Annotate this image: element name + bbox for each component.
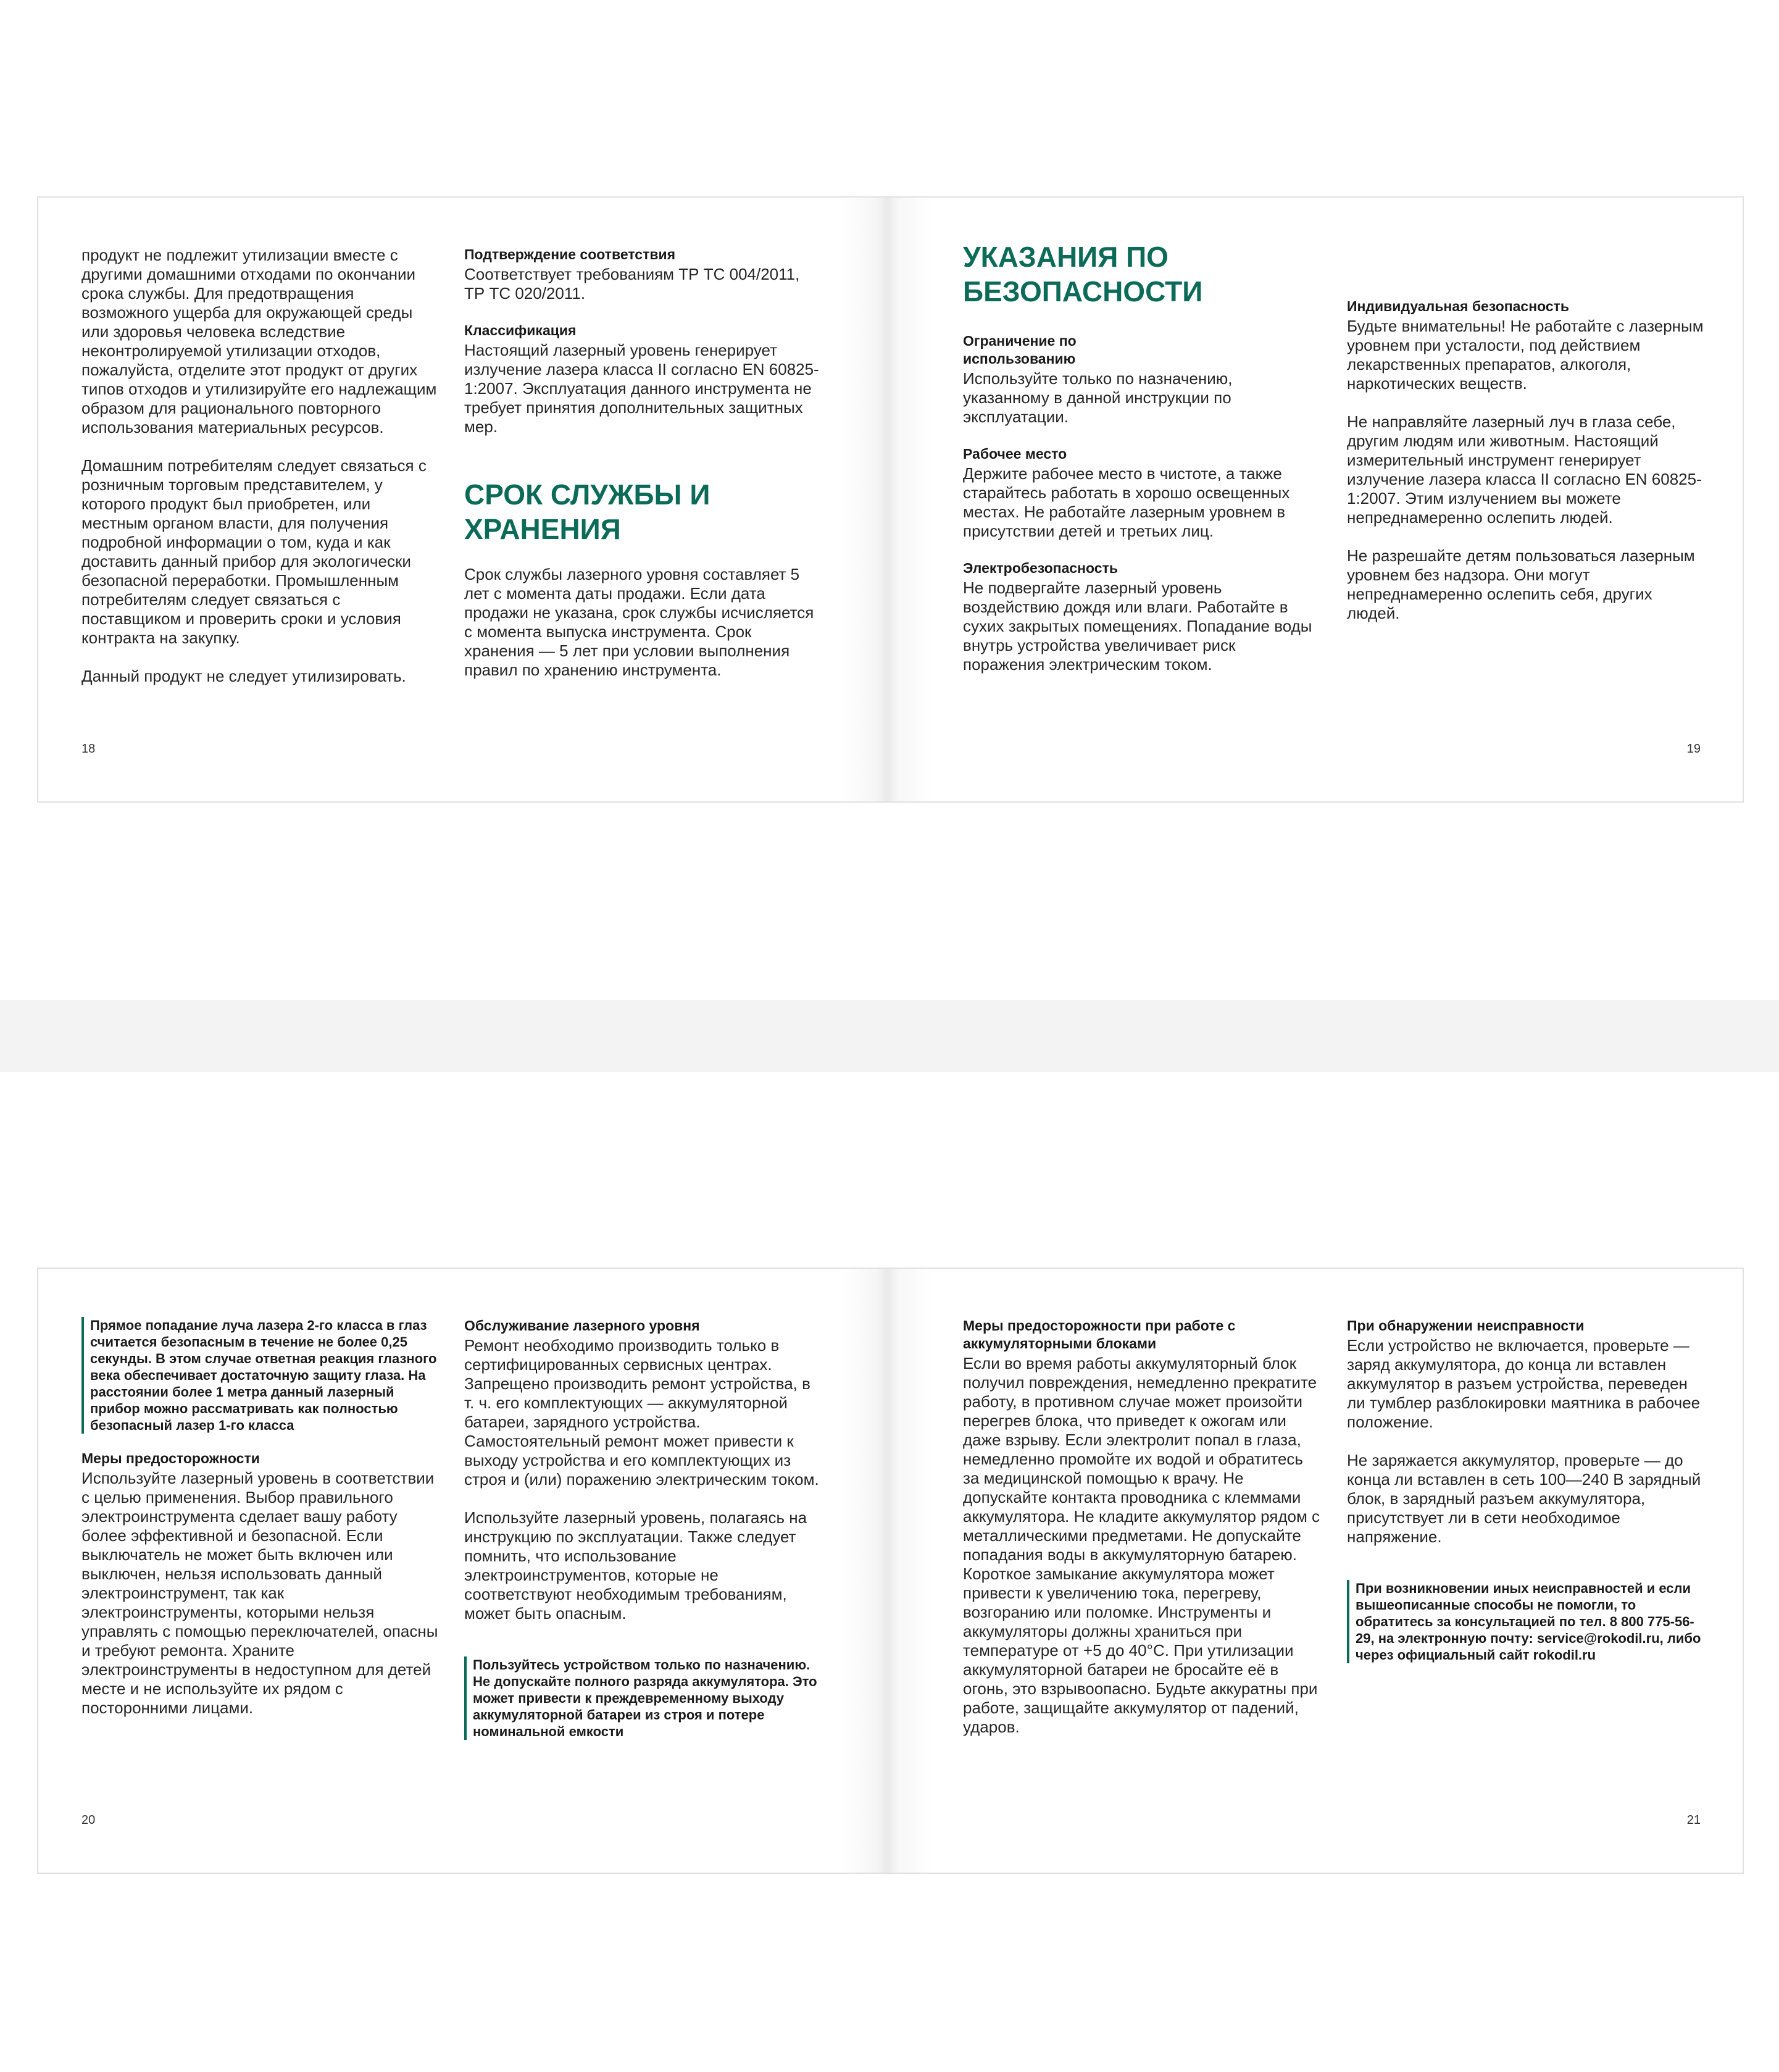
precautions-heading: Меры предосторожности — [81, 1450, 260, 1466]
maintenance-paragraph-1: Ремонт необходимо производить только в сертифицированных сервисных центрах. Запрещено производить ремонт устройства, в т. ч. его комплектующих — аккумуляторной батареи, зарядного устройства. Самостоятельный ремонт может привести к выходу устройства и его комплектующих из строя и (или) поражению электрическим током. — [464, 1336, 819, 1489]
conformity-section — [464, 246, 822, 303]
page-18-column-2 — [464, 246, 822, 680]
laser-beam-callout: Прямое попадание луча лазера 2-го класса в глаз считается безопасным в течение не более 0,25 секунды. В этом случае ответная реакция глазного века обеспечивает достаточную защиту глаза. На расстоянии более 1 метра данный лазерный прибор можно рассматривать как полностью безопасный лазер 1-го класса — [81, 1317, 440, 1434]
battery-precautions-heading: Меры предосторожности при работе с аккумуляторными блоками — [963, 1318, 1236, 1351]
personal-safety-paragraph-2: Не направляйте лазерный луч в глаза себе, другим людям или животным. Настоящий измерительный инструмент генерирует излучение лазера класса II согласно EN 60825-1:2007. Этим излучением вы можете непреднамеренно ослепить людей. — [1347, 412, 1702, 527]
spread-pages-20-21 — [37, 1268, 1744, 1874]
usage-limit-section — [963, 332, 1321, 427]
page-fold-shadow — [841, 198, 933, 801]
electrical-safety-text: Не подвергайте лазерный уровень воздействию дождя или влаги. Работайте в сухих закрытых помещениях. Попадание воды внутрь устройства увеличивает риск поражения электрическим током. — [963, 579, 1312, 674]
usage-limit-text: Используйте только по назначению, указанному в данной инструкции по эксплуатации. — [963, 369, 1233, 426]
safety-title: УКАЗАНИЯ ПО БЕЗОПАСНОСТИ — [963, 241, 1203, 307]
page-number-21: 21 — [1686, 1813, 1701, 1827]
contact-callout: При возникновении иных неисправностей и если вышеописанные способы не помогли, то обратитесь за консультацией по тел. 8 800 775-56-29, на электронную почту: service@rokodil.ru, либо через официальный сайт rokodil.ru — [1347, 1580, 1705, 1663]
workplace-heading: Рабочее место — [963, 446, 1067, 462]
precautions-text: Используйте лазерный уровень в соответствии с целью применения. Выбор правильного электроинструмента сделает вашу работу более эффективной и безопасной. Если выключатель не может быть включен или выключен, нельзя использовать данный электроинструмент, так как электроинструменты, которыми нельзя управлять с помощью переключателей, опасны и требуют ремонта. Храните электроинструменты в недоступном для детей месте и не используйте их рядом с посторонними лицами. — [81, 1469, 438, 1717]
maintenance-paragraph-2: Используйте лазерный уровень, полагаясь на инструкцию по эксплуатации. Также следует помнить, что использование электроинструментов, которые не соответствуют необходимым требованиям, может быть опасным. — [464, 1508, 807, 1623]
disposal-paragraph-2: Домашним потребителям следует связаться с розничным торговым представителем, у которого продукт был приобретен, или местным органом власти, для получения подробной информации о том, куда и как доставить данный прибор для экологически безопасной переработки. Промышленным потребителям следует связаться с поставщиком и проверить сроки и условия контракта на закупку. — [81, 456, 427, 647]
malfunction-section — [1347, 1317, 1705, 1547]
battery-precautions-text: Если во время работы аккумуляторный блок получил повреждения, немедленно прекратите работу, в противном случае может произойти перегрев блока, что приведет к ожогам или даже взрыву. Если электролит попал в глаза, немедленно промойте их водой и обратитесь за медицинской помощью к врачу. Не допускайте контакта проводника с клеммами аккумулятора. Не кладите аккумулятор рядом с металлическими предметами. Не допускайте попадания воды в аккумуляторную батарею. Короткое замыкание аккумулятора может привести к увеличению тока, перегреву, возгоранию или поломке. Инструменты и аккумуляторы должны храниться при температуре от +5 до 40°С. При утилизации аккумуляторной батареи не бросайте её в огонь, это взрывоопасно. Будьте аккуратны при работе, защищайте аккумулятор от падений, ударов. — [963, 1354, 1320, 1736]
page-20-column-1 — [81, 1317, 440, 1718]
electrical-safety-heading: Электробезопасность — [963, 560, 1118, 576]
maintenance-section — [464, 1317, 822, 1623]
malfunction-paragraph-1: Если устройство не включается, проверьте — заряд аккумулятора, до конца ли вставлен аккумулятор в разъем устройства, переведен ли тумблер разблокировки маятника в рабочее положение. — [1347, 1336, 1701, 1431]
malfunction-heading: При обнаружении неисправности — [1347, 1318, 1585, 1334]
classification-section — [464, 322, 822, 437]
classification-text: Настоящий лазерный уровень генерирует излучение лазера класса II согласно EN 60825-1:2007. Эксплуатация данного инструмента не требует принятия дополнительных защитных мер. — [464, 341, 819, 436]
disposal-paragraph-3: Данный продукт не следует утилизировать. — [81, 667, 406, 685]
conformity-text: Соответствует требованиям ТР ТС 004/2011, ТР ТС 020/2011. — [464, 265, 800, 303]
usage-callout: Пользуйтесь устройством только по назначению. Не допускайте полного разряда аккумулятора. Это может привести к преждевременному выходу аккумуляторной батареи из строя и потере номинальной емкости — [464, 1656, 822, 1740]
page-20-column-2 — [464, 1317, 822, 1740]
spread-pages-18-19 — [37, 196, 1744, 803]
page-21-column-1 — [963, 1317, 1321, 1737]
page-19-column-1 — [963, 241, 1321, 674]
precautions-section — [81, 1450, 440, 1718]
page-number-19: 19 — [1686, 742, 1701, 756]
page-fold-shadow — [841, 1269, 933, 1873]
workplace-section — [963, 445, 1321, 541]
malfunction-paragraph-2: Не заряжается аккумулятор, проверьте — до конца ли вставлен в сеть 100—240 В зарядный блок, в зарядный разъем аккумулятора, присутствует ли в сети необходимое напряжение. — [1347, 1451, 1701, 1546]
personal-safety-heading: Индивидуальная безопасность — [1347, 298, 1570, 314]
service-life-text: Срок службы лазерного уровня составляет 5 лет с момента даты продажи. Если дата продажи не указана, срок службы исчисляется с момента выпуска инструмента. Срок хранения — 5 лет при условии выполнения правил по хранению инструмента. — [464, 565, 814, 679]
page-21-column-2 — [1347, 1317, 1705, 1663]
conformity-heading: Подтверждение соответствия — [464, 246, 676, 262]
personal-safety-paragraph-1: Будьте внимательны! Не работайте с лазерным уровнем при усталости, под действием лекарственных препаратов, алкоголя, наркотических веществ. — [1347, 317, 1704, 393]
separator-band — [0, 1000, 1779, 1072]
electrical-safety-section — [963, 559, 1321, 674]
workplace-text: Держите рабочее место в чистоте, а также старайтесь работать в хорошо освещенных местах. Не работайте лазерным уровнем в присутствии детей и третьих лиц. — [963, 464, 1290, 540]
personal-safety-paragraph-3: Не разрешайте детям пользоваться лазерным уровнем без надзора. Они могут непреднамеренно ослепить себя, других людей. — [1347, 546, 1695, 622]
page-number-18: 18 — [81, 742, 96, 756]
battery-precautions-section — [963, 1317, 1321, 1737]
usage-limit-heading: Ограничение по использованию — [963, 333, 1077, 367]
page-19-column-2 — [1347, 298, 1705, 623]
page-number-20: 20 — [81, 1813, 96, 1827]
disposal-paragraph-1: продукт не подлежит утилизации вместе с другими домашними отходами по окончании срока службы. Для предотвращения возможного ущерба для окружающей среды или здоровья человека вследствие неконтролируемой утилизации отходов, пожалуйста, отделите этот продукт от других типов отходов и утилизируйте его надлежащим образом для рационального повторного использования материальных ресурсов. — [81, 246, 437, 437]
page-18-column-1 — [81, 246, 440, 686]
maintenance-heading: Обслуживание лазерного уровня — [464, 1318, 700, 1334]
personal-safety-section — [1347, 298, 1705, 623]
classification-heading: Классификация — [464, 322, 577, 338]
service-life-title: СРОК СЛУЖБЫ И ХРАНЕНИЯ — [464, 478, 710, 545]
